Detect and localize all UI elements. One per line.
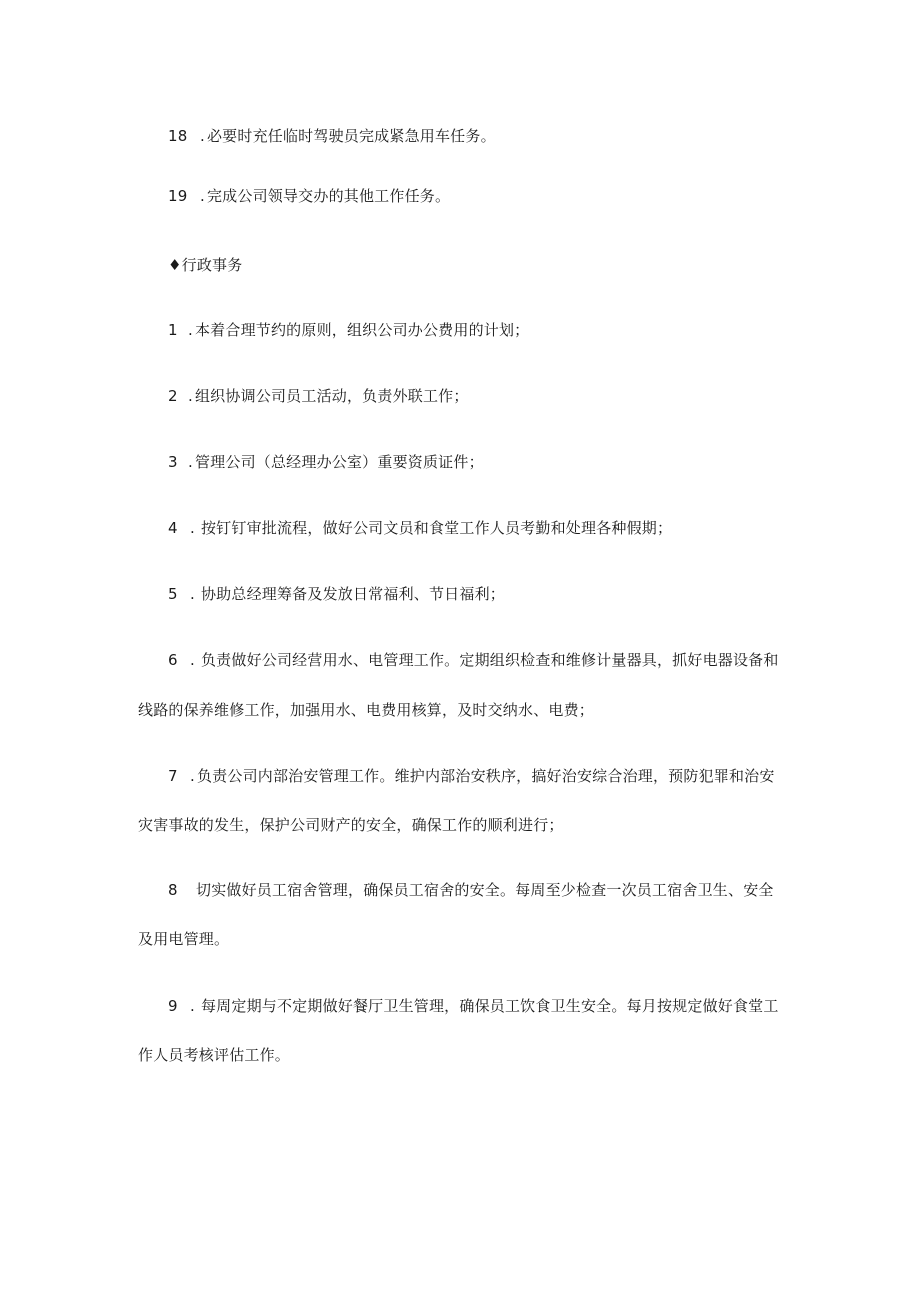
list-item (168, 996, 828, 1016)
item-text: 按钉钉审批流程，做好公司文员和食堂工作人员考勤和处理各种假期； (200, 519, 673, 537)
section-heading (168, 255, 828, 275)
item-text: 必要时充任临时驾驶员完成紧急用车任务。 (206, 127, 496, 145)
list-item (168, 452, 828, 472)
item-number: 7 (168, 767, 178, 785)
item-number: 19 (168, 187, 188, 205)
list-item (168, 880, 828, 900)
item-text: 本着合理节约的原则，组织公司办公费用的计划； (194, 321, 530, 339)
item-number: 5 (168, 585, 178, 603)
item-text: 负责公司内部治安管理工作。维护内部治安秩序，搞好治安综合治理，预防犯罪和治安 (196, 767, 775, 785)
list-item (168, 186, 828, 206)
item-separator: . (190, 767, 195, 785)
item-separator: . (188, 387, 193, 405)
item-text: 作人员考核评估工作。 (138, 1046, 291, 1064)
item-number: 4 (168, 519, 178, 537)
item-text: 每周定期与不定期做好餐厅卫生管理，确保员工饮食卫生安全。每月按规定做好食堂工 (200, 997, 779, 1015)
item-text: 组织协调公司员工活动，负责外联工作； (194, 387, 469, 405)
item-number: 9 (168, 997, 178, 1015)
item-text: 灾害事故的发生，保护公司财产的安全，确保工作的顺利进行； (138, 816, 564, 834)
list-item (168, 650, 828, 670)
item-text: 切实做好员工宿舍管理，确保员工宿舍的安全。每周至少检查一次员工宿舍卫生、安全 (196, 881, 774, 899)
list-item (168, 320, 828, 340)
item-separator: . (200, 187, 205, 205)
item-text: 线路的保养维修工作，加强用水、电费用核算，及时交纳水、电费； (138, 701, 595, 719)
list-item (168, 518, 828, 538)
item-text: 及用电管理。 (138, 930, 230, 948)
item-number: 1 (168, 321, 178, 339)
item-text: 管理公司（总经理办公室）重要资质证件； (194, 453, 484, 471)
list-item-continuation (138, 929, 798, 949)
list-item-continuation (138, 815, 798, 835)
item-separator: . (190, 997, 195, 1015)
item-text: 负责做好公司经营用水、电管理工作。定期组织检查和维修计量器具，抓好电器设备和 (200, 651, 779, 669)
item-text: 协助总经理筹备及发放日常福利、节日福利； (200, 585, 505, 603)
item-separator: . (188, 453, 193, 471)
item-number: 8 (168, 881, 178, 899)
item-separator: . (190, 519, 195, 537)
item-number: 2 (168, 387, 178, 405)
list-item-continuation (138, 700, 798, 720)
item-text: 完成公司领导交办的其他工作任务。 (206, 187, 451, 205)
section-heading-text: ♦行政事务 (168, 256, 243, 274)
list-item (168, 386, 828, 406)
item-separator: . (190, 585, 195, 603)
list-item (168, 126, 828, 146)
list-item (168, 766, 828, 786)
item-separator: . (200, 127, 205, 145)
item-number: 6 (168, 651, 178, 669)
item-number: 3 (168, 453, 178, 471)
item-separator: . (188, 321, 193, 339)
item-number: 18 (168, 127, 188, 145)
list-item (168, 584, 828, 604)
list-item-continuation (138, 1045, 798, 1065)
item-separator: . (190, 651, 195, 669)
